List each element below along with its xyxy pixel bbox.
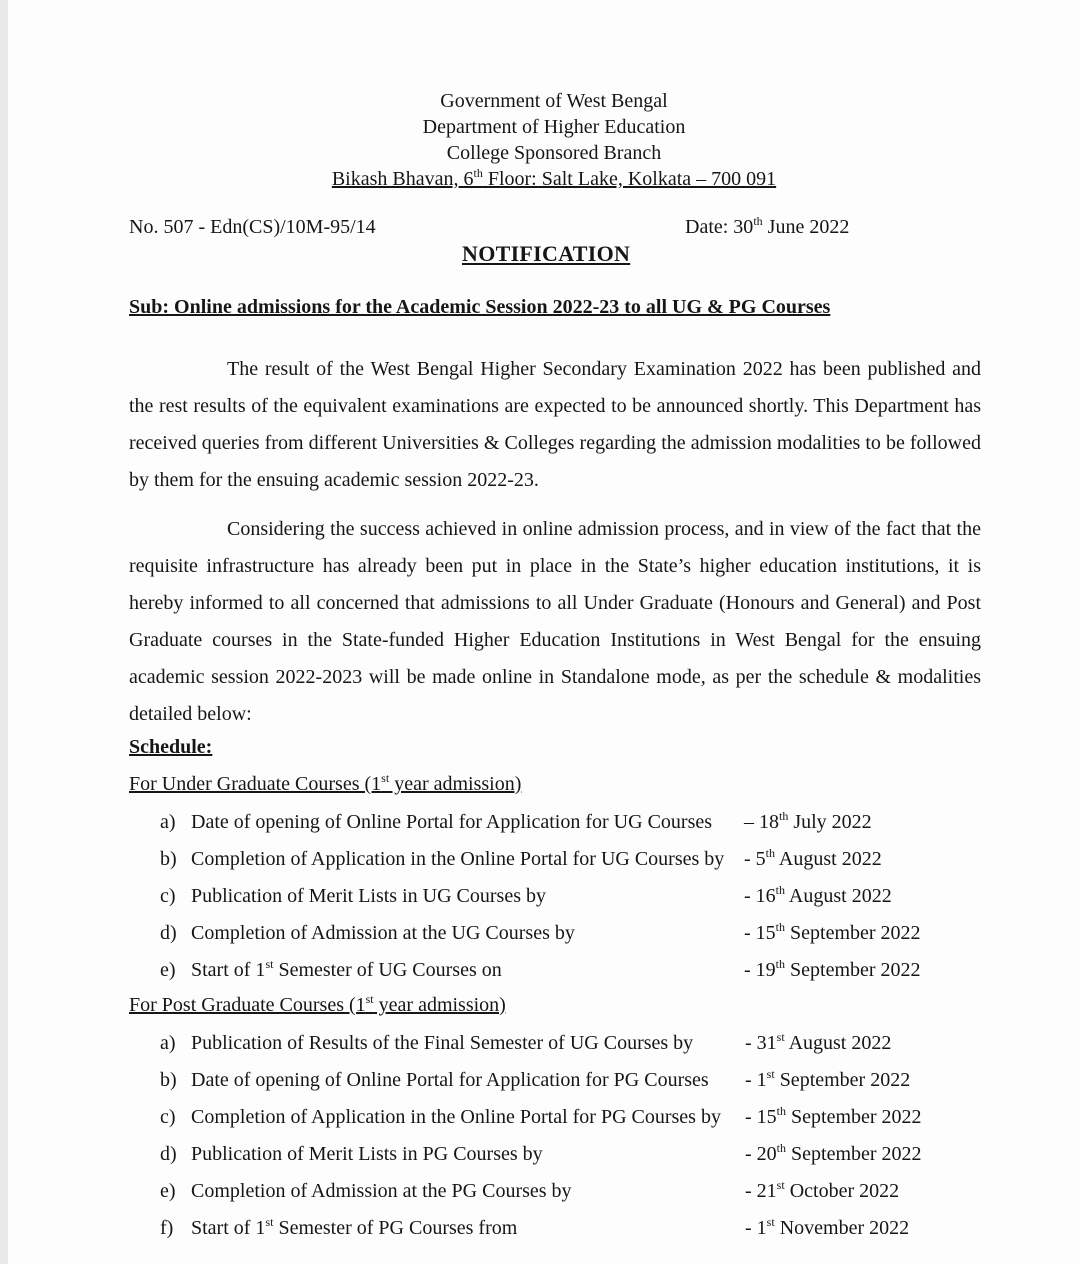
letterhead xyxy=(0,88,1080,192)
letterhead-line-department: Department of Higher Education xyxy=(422,116,686,138)
pg-section-heading: For Post Graduate Courses (1st year admission) xyxy=(129,992,506,1016)
item-letter: d) xyxy=(160,922,177,944)
item-date: - 20th September 2022 xyxy=(745,1141,922,1165)
schedule-heading: Schedule: xyxy=(129,736,213,758)
notification-date: Date: 30th June 2022 xyxy=(685,214,850,238)
ug-schedule-item xyxy=(0,848,1080,876)
item-date: - 21st October 2022 xyxy=(745,1178,900,1202)
letterhead-line-government: Government of West Bengal xyxy=(440,90,668,112)
item-letter: f) xyxy=(160,1217,174,1239)
item-description: Publication of Results of the Final Semester of UG Courses by xyxy=(191,1032,694,1054)
item-date: - 15th September 2022 xyxy=(744,920,921,944)
ug-schedule-item xyxy=(0,959,1080,987)
item-letter: c) xyxy=(160,1106,176,1128)
item-description: Date of opening of Online Portal for Application for UG Courses xyxy=(191,811,713,833)
item-letter: a) xyxy=(160,811,176,833)
item-letter: e) xyxy=(160,1180,176,1202)
item-date: - 1st September 2022 xyxy=(745,1067,911,1091)
item-description: Publication of Merit Lists in UG Courses by xyxy=(191,885,546,907)
ug-schedule-item xyxy=(0,885,1080,913)
item-description: Completion of Admission at the UG Courses by xyxy=(191,922,575,944)
item-description: Completion of Application in the Online Portal for PG Courses by xyxy=(191,1106,721,1128)
item-description: Publication of Merit Lists in PG Courses by xyxy=(191,1143,543,1165)
item-date: - 19th September 2022 xyxy=(744,957,921,981)
subject-line: Sub: Online admissions for the Academic Session 2022-23 to all UG & PG Courses xyxy=(129,296,831,318)
item-letter: b) xyxy=(160,848,177,870)
ug-section-heading: For Under Graduate Courses (1st year admission) xyxy=(129,771,522,795)
pg-schedule-item xyxy=(0,1143,1080,1171)
pg-schedule-item xyxy=(0,1069,1080,1097)
item-date: - 31st August 2022 xyxy=(745,1030,892,1054)
item-description: Completion of Application in the Online Portal for UG Courses by xyxy=(191,848,725,870)
pg-schedule-item xyxy=(0,1217,1080,1245)
pg-schedule-item xyxy=(0,1180,1080,1208)
pg-schedule-item xyxy=(0,1106,1080,1134)
item-description: Start of 1st Semester of PG Courses from xyxy=(191,1215,518,1239)
ug-schedule-item xyxy=(0,811,1080,839)
item-letter: d) xyxy=(160,1143,177,1165)
item-date: - 16th August 2022 xyxy=(744,883,892,907)
notification-title: NOTIFICATION xyxy=(462,241,631,266)
letterhead-line-branch: College Sponsored Branch xyxy=(446,142,662,164)
item-letter: a) xyxy=(160,1032,176,1054)
item-letter: e) xyxy=(160,959,176,981)
item-letter: b) xyxy=(160,1069,177,1091)
pg-schedule-item xyxy=(0,1032,1080,1060)
item-date: - 1st November 2022 xyxy=(745,1215,910,1239)
item-date: - 15th September 2022 xyxy=(745,1104,922,1128)
ug-schedule-item xyxy=(0,922,1080,950)
item-date: – 18th July 2022 xyxy=(744,809,872,833)
item-date: - 5th August 2022 xyxy=(744,846,882,870)
paragraph-admission-mode: Considering the success achieved in online admission process, and in view of the fact that the requisite infrastructure has already been put in place in the State’s higher education institutions, it is hereby informed to all concerned that admissions to all Under Graduate (Honours and General) and Post Graduate courses in the State-funded Higher Education Institutions in West Bengal for the ensuing academic session 2022-2023 will be made online in Standalone mode, as per the schedule & modalities detailed below: xyxy=(129,518,981,725)
paragraph-results: The result of the West Bengal Higher Secondary Examination 2022 has been published and the rest results of the equivalent examinations are expected to be announced shortly. This Department has received queries from different Universities & Colleges regarding the admission modalities to be followed by them for the ensuing academic session 2022-23. xyxy=(129,358,981,491)
reference-number: No. 507 - Edn(CS)/10M-95/14 xyxy=(129,216,376,238)
item-description: Date of opening of Online Portal for Application for PG Courses xyxy=(191,1069,709,1091)
letterhead-address: Bikash Bhavan, 6th Floor: Salt Lake, Kolkata – 700 091 xyxy=(331,166,777,190)
item-description: Completion of Admission at the PG Courses by xyxy=(191,1180,572,1202)
item-description: Start of 1st Semester of UG Courses on xyxy=(191,957,502,981)
item-letter: c) xyxy=(160,885,176,907)
